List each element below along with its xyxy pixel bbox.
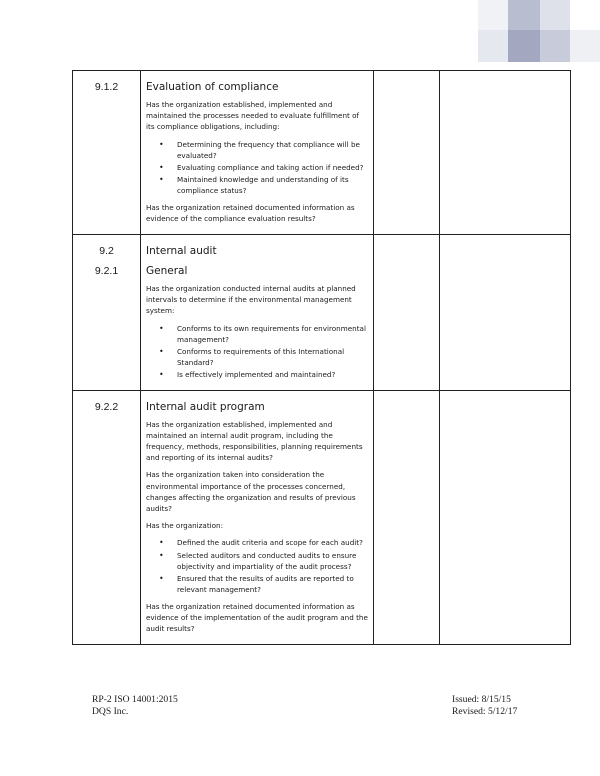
notes-cell[interactable] (440, 390, 571, 644)
bullet-icon: • (159, 574, 164, 584)
list-item (159, 369, 368, 380)
audit-question: Has the organization: (146, 521, 224, 531)
bullet-icon: • (159, 347, 164, 357)
list-item-text: Conforms to requirements of this International Standard? (177, 347, 345, 368)
list-item (159, 537, 368, 548)
list-item-text: Determining the frequency that compliance will be evaluated? (177, 139, 360, 160)
company-name: DQS Inc. (92, 706, 129, 717)
requirement-cell (141, 390, 374, 644)
list-item-text: Conforms to its own requirements for environmental management? (177, 323, 366, 344)
section-number-cell (73, 71, 141, 235)
list-item (159, 346, 368, 368)
requirement-cell (141, 71, 374, 235)
table-row (73, 235, 571, 391)
clause-number: 9.2.2 (94, 400, 119, 413)
list-item-text: Evaluating compliance and taking action if needed? (177, 163, 364, 173)
bullet-list (146, 537, 368, 595)
list-item (159, 550, 368, 572)
audit-question: Has the organization retained documented information as evidence of the implementation of the audit program and the audit results? (146, 601, 368, 633)
bullet-list (146, 323, 368, 381)
notes-cell[interactable] (440, 235, 571, 391)
audit-question: Has the organization retained documented information as evidence of the compliance evaluation results? (146, 202, 355, 223)
bullet-list (146, 139, 368, 197)
footer-right (452, 694, 517, 718)
bullet-icon: • (159, 175, 164, 185)
table-row (73, 390, 571, 644)
list-item (159, 573, 368, 595)
section-number-cell (73, 390, 141, 644)
list-item-text: Is effectively implemented and maintained? (177, 370, 336, 380)
clause-title: Evaluation of compliance (146, 81, 279, 93)
bullet-icon: • (159, 538, 164, 548)
clause-title: General (146, 265, 188, 278)
notes-cell[interactable] (440, 71, 571, 235)
revised-date: Revised: 5/12/17 (452, 706, 518, 717)
issued-date: Issued: 8/15/15 (452, 694, 511, 705)
audit-question: Has the organization established, implemented and maintained an internal audit program, including the frequency, methods, responsibilities, planning requirements and reporting of its internal audits? (146, 419, 363, 463)
list-item (159, 162, 368, 173)
list-item (159, 139, 368, 161)
clause-number: 9.1.2 (94, 81, 119, 93)
audit-question: Has the organization conducted internal audits at planned intervals to determine if the environmental management system: (146, 284, 356, 316)
response-cell[interactable] (374, 71, 440, 235)
clause-number: 9.2.1 (94, 265, 119, 278)
clause-title: Internal audit program (146, 400, 265, 413)
audit-checklist-table (72, 70, 571, 645)
bullet-icon: • (159, 550, 164, 560)
clause-number: 9.2 (99, 245, 114, 258)
list-item-text: Selected auditors and conducted audits to ensure objectivity and impartiality of the audit process? (177, 550, 357, 571)
footer-left (92, 694, 178, 718)
bullet-icon: • (159, 163, 164, 173)
response-cell[interactable] (374, 390, 440, 644)
clause-title: Internal audit (146, 245, 217, 258)
doc-code: RP-2 ISO 14001:2015 (92, 694, 178, 705)
list-item-text: Defined the audit criteria and scope for each audit? (177, 538, 363, 548)
list-item-text: Ensured that the results of audits are reported to relevant management? (177, 574, 354, 595)
bullet-icon: • (159, 323, 164, 333)
section-number-cell (73, 235, 141, 391)
bullet-icon: • (159, 139, 164, 149)
table-row (73, 71, 571, 235)
list-item-text: Maintained knowledge and understanding of its compliance status? (177, 175, 349, 196)
bullet-icon: • (159, 370, 164, 380)
audit-question: Has the organization established, implemented and maintained the processes needed to evaluate fulfillment of its compliance obligations, including: (146, 100, 360, 132)
list-item (159, 323, 368, 345)
requirement-cell (141, 235, 374, 391)
logo-icon (478, 0, 600, 62)
audit-question: Has the organization taken into consideration the environmental importance of the processes concerned, changes affecting the organization and results of previous audits? (146, 470, 356, 514)
list-item (159, 174, 368, 196)
response-cell[interactable] (374, 235, 440, 391)
